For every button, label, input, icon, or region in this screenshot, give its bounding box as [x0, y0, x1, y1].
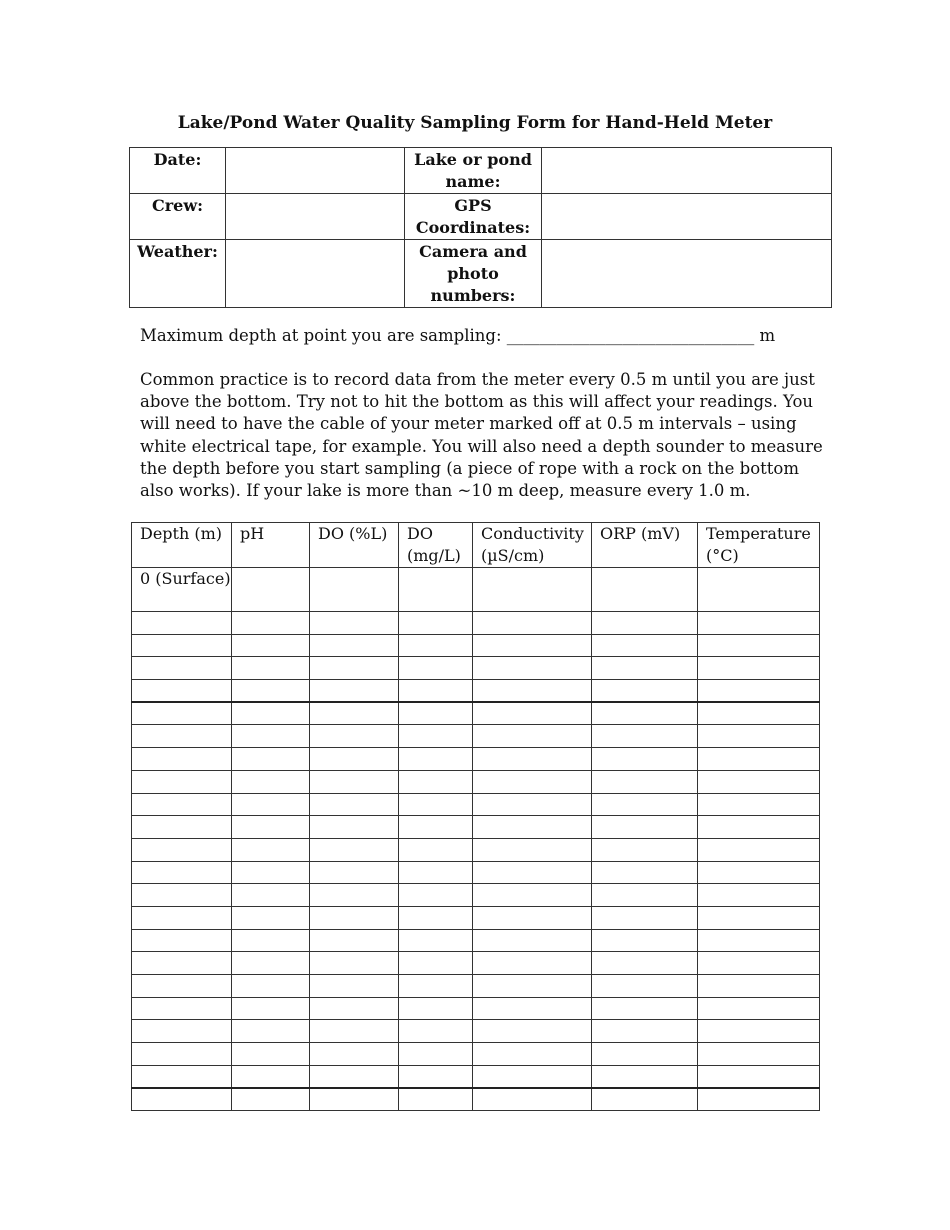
table-row: [132, 770, 820, 793]
gps-field[interactable]: [542, 194, 832, 240]
orp-cell[interactable]: [592, 612, 698, 635]
conductivity-cell[interactable]: [473, 793, 592, 816]
depth-cell[interactable]: [132, 1043, 232, 1066]
temperature-cell[interactable]: [698, 634, 820, 657]
do-mgl-cell[interactable]: [399, 702, 473, 725]
do-mgl-cell[interactable]: [399, 929, 473, 952]
ph-cell[interactable]: [232, 952, 310, 975]
ph-cell[interactable]: [232, 725, 310, 748]
table-row: [132, 929, 820, 952]
header-depth: Depth (m): [132, 523, 232, 568]
temperature-cell[interactable]: [698, 680, 820, 703]
conductivity-cell[interactable]: [473, 657, 592, 680]
ph-cell[interactable]: [232, 884, 310, 907]
depth-cell[interactable]: [132, 725, 232, 748]
temperature-cell[interactable]: [698, 612, 820, 635]
camera-label: Camera and photo numbers:: [405, 240, 542, 308]
do-mgl-cell[interactable]: [399, 1043, 473, 1066]
conductivity-cell[interactable]: [473, 1020, 592, 1043]
table-row: [132, 975, 820, 998]
table-row: [132, 861, 820, 884]
temperature-cell[interactable]: [698, 568, 820, 612]
do-percent-cell[interactable]: [310, 929, 399, 952]
ph-cell[interactable]: [232, 975, 310, 998]
table-row: [132, 1043, 820, 1066]
orp-cell[interactable]: [592, 975, 698, 998]
conductivity-cell[interactable]: [473, 1065, 592, 1088]
do-mgl-cell[interactable]: [399, 568, 473, 612]
depth-cell[interactable]: [132, 748, 232, 771]
table-row: [132, 1088, 820, 1111]
table-row: [132, 680, 820, 703]
orp-cell[interactable]: [592, 884, 698, 907]
orp-cell[interactable]: [592, 929, 698, 952]
do-percent-cell[interactable]: [310, 997, 399, 1020]
do-percent-cell[interactable]: [310, 1088, 399, 1111]
conductivity-cell[interactable]: [473, 1043, 592, 1066]
ph-cell[interactable]: [232, 929, 310, 952]
do-mgl-cell[interactable]: [399, 634, 473, 657]
temperature-cell[interactable]: [698, 793, 820, 816]
surface-row: [132, 568, 820, 612]
conductivity-cell[interactable]: [473, 568, 592, 612]
conductivity-cell[interactable]: [473, 1088, 592, 1111]
conductivity-cell[interactable]: [473, 634, 592, 657]
orp-cell[interactable]: [592, 793, 698, 816]
ph-cell[interactable]: [232, 748, 310, 771]
temperature-cell[interactable]: [698, 1065, 820, 1088]
depth-cell[interactable]: [132, 702, 232, 725]
temperature-cell[interactable]: [698, 748, 820, 771]
temperature-cell[interactable]: [698, 906, 820, 929]
orp-cell[interactable]: [592, 952, 698, 975]
table-row: [132, 997, 820, 1020]
table-row: [132, 816, 820, 839]
do-percent-cell[interactable]: [310, 1065, 399, 1088]
do-mgl-cell[interactable]: [399, 657, 473, 680]
do-mgl-cell[interactable]: [399, 816, 473, 839]
depth-cell[interactable]: [132, 1065, 232, 1088]
do-mgl-cell[interactable]: [399, 680, 473, 703]
orp-cell[interactable]: [592, 997, 698, 1020]
orp-cell[interactable]: [592, 702, 698, 725]
ph-cell[interactable]: [232, 680, 310, 703]
ph-cell[interactable]: [232, 1065, 310, 1088]
do-mgl-cell[interactable]: [399, 612, 473, 635]
ph-cell[interactable]: [232, 657, 310, 680]
orp-cell[interactable]: [592, 816, 698, 839]
table-row: [132, 702, 820, 725]
do-mgl-cell[interactable]: [399, 952, 473, 975]
do-percent-cell[interactable]: [310, 1020, 399, 1043]
lake-name-label: Lake or pond name:: [405, 148, 542, 194]
ph-cell[interactable]: [232, 997, 310, 1020]
temperature-cell[interactable]: [698, 725, 820, 748]
table-row: [132, 748, 820, 771]
weather-label: Weather:: [130, 240, 226, 308]
ph-cell[interactable]: [232, 702, 310, 725]
table-row: [132, 657, 820, 680]
conductivity-cell[interactable]: [473, 952, 592, 975]
conductivity-cell[interactable]: [473, 748, 592, 771]
do-percent-cell[interactable]: [310, 770, 399, 793]
do-mgl-cell[interactable]: [399, 906, 473, 929]
orp-cell[interactable]: [592, 861, 698, 884]
date-label: Date:: [130, 148, 226, 194]
do-percent-cell[interactable]: [310, 816, 399, 839]
do-percent-cell[interactable]: [310, 1043, 399, 1066]
temperature-cell[interactable]: [698, 861, 820, 884]
orp-cell[interactable]: [592, 770, 698, 793]
depth-cell[interactable]: [132, 997, 232, 1020]
header-do-percent: DO (%L): [310, 523, 399, 568]
header-orp: ORP (mV): [592, 523, 698, 568]
ph-cell[interactable]: [232, 1020, 310, 1043]
conductivity-cell[interactable]: [473, 816, 592, 839]
do-mgl-cell[interactable]: [399, 748, 473, 771]
depth-cell[interactable]: [132, 929, 232, 952]
ph-cell[interactable]: [232, 793, 310, 816]
conductivity-cell[interactable]: [473, 725, 592, 748]
orp-cell[interactable]: [592, 838, 698, 861]
ph-cell[interactable]: [232, 838, 310, 861]
table-row: [132, 952, 820, 975]
depth-cell[interactable]: [132, 838, 232, 861]
depth-cell[interactable]: [132, 952, 232, 975]
orp-cell[interactable]: [592, 634, 698, 657]
do-percent-cell[interactable]: [310, 612, 399, 635]
table-row: [132, 838, 820, 861]
temperature-cell[interactable]: [698, 816, 820, 839]
do-percent-cell[interactable]: [310, 748, 399, 771]
temperature-cell[interactable]: [698, 1088, 820, 1111]
do-percent-cell[interactable]: [310, 702, 399, 725]
header-conductivity: Conductivity (µS/cm): [473, 523, 592, 568]
do-mgl-cell[interactable]: [399, 1065, 473, 1088]
do-mgl-cell[interactable]: [399, 997, 473, 1020]
conductivity-cell[interactable]: [473, 975, 592, 998]
crew-label: Crew:: [130, 194, 226, 240]
ph-cell[interactable]: [232, 1088, 310, 1111]
orp-cell[interactable]: [592, 657, 698, 680]
depth-cell[interactable]: [132, 816, 232, 839]
depth-cell[interactable]: [132, 657, 232, 680]
temperature-cell[interactable]: [698, 657, 820, 680]
depth-cell[interactable]: [132, 1020, 232, 1043]
depth-cell[interactable]: [132, 770, 232, 793]
weather-field[interactable]: [226, 240, 405, 308]
do-percent-cell[interactable]: [310, 884, 399, 907]
ph-cell[interactable]: [232, 861, 310, 884]
conductivity-cell[interactable]: [473, 770, 592, 793]
table-row: [132, 884, 820, 907]
do-percent-cell[interactable]: [310, 906, 399, 929]
table-row: [132, 1020, 820, 1043]
ph-cell[interactable]: [232, 1043, 310, 1066]
do-percent-cell[interactable]: [310, 952, 399, 975]
conductivity-cell[interactable]: [473, 906, 592, 929]
conductivity-cell[interactable]: [473, 929, 592, 952]
temperature-cell[interactable]: [698, 884, 820, 907]
depth-cell[interactable]: [132, 680, 232, 703]
orp-cell[interactable]: [592, 1088, 698, 1111]
conductivity-cell[interactable]: [473, 702, 592, 725]
table-row: [132, 793, 820, 816]
orp-cell[interactable]: [592, 680, 698, 703]
header-ph: pH: [232, 523, 310, 568]
depth-cell[interactable]: [132, 884, 232, 907]
do-mgl-cell[interactable]: [399, 838, 473, 861]
orp-cell[interactable]: [592, 906, 698, 929]
conductivity-cell[interactable]: [473, 838, 592, 861]
temperature-cell[interactable]: [698, 952, 820, 975]
temperature-cell[interactable]: [698, 997, 820, 1020]
temperature-cell[interactable]: [698, 1020, 820, 1043]
do-percent-cell[interactable]: [310, 568, 399, 612]
do-percent-cell[interactable]: [310, 861, 399, 884]
do-percent-cell[interactable]: [310, 793, 399, 816]
temperature-cell[interactable]: [698, 929, 820, 952]
orp-cell[interactable]: [592, 568, 698, 612]
table-row: [132, 1065, 820, 1088]
gps-label: GPS Coordinates:: [405, 194, 542, 240]
orp-cell[interactable]: [592, 725, 698, 748]
do-mgl-cell[interactable]: [399, 884, 473, 907]
measurements-table: [131, 522, 820, 1111]
table-row: [132, 634, 820, 657]
header-temperature: Temperature (°C): [698, 523, 820, 568]
ph-cell[interactable]: [232, 816, 310, 839]
do-mgl-cell[interactable]: [399, 725, 473, 748]
depth-cell[interactable]: [132, 793, 232, 816]
header-do-mgl: DO (mg/L): [399, 523, 473, 568]
conductivity-cell[interactable]: [473, 861, 592, 884]
ph-cell[interactable]: [232, 568, 310, 612]
do-mgl-cell[interactable]: [399, 1020, 473, 1043]
do-percent-cell[interactable]: [310, 838, 399, 861]
do-percent-cell[interactable]: [310, 975, 399, 998]
conductivity-cell[interactable]: [473, 997, 592, 1020]
temperature-cell[interactable]: [698, 1043, 820, 1066]
do-percent-cell[interactable]: [310, 657, 399, 680]
orp-cell[interactable]: [592, 748, 698, 771]
conductivity-cell[interactable]: [473, 612, 592, 635]
ph-cell[interactable]: [232, 906, 310, 929]
conductivity-cell[interactable]: [473, 680, 592, 703]
lake-name-field[interactable]: [542, 148, 832, 194]
do-mgl-cell[interactable]: [399, 1088, 473, 1111]
table-row: [132, 612, 820, 635]
temperature-cell[interactable]: [698, 838, 820, 861]
header-row: [132, 523, 820, 568]
orp-cell[interactable]: [592, 1065, 698, 1088]
instructions-paragraph: Common practice is to record data from the meter every 0.5 m until you are just above the bottom. Try not to hit the bottom as this will affect your readings. You will need to have the cable of your meter marked off at 0.5 m intervals – using white electrical tape, for example. You will also need a depth sounder to measure the depth before you start sampling (a piece of rope with a rock on the bottom also works). If your lake is more than ~10 m deep, measure every 1.0 m.: [140, 370, 823, 501]
ph-cell[interactable]: [232, 612, 310, 635]
depth-cell[interactable]: [132, 1088, 232, 1111]
orp-cell[interactable]: [592, 1043, 698, 1066]
form-title: Lake/Pond Water Quality Sampling Form for Hand-Held Meter: [177, 113, 773, 133]
site-info-table: [129, 147, 832, 308]
orp-cell[interactable]: [592, 1020, 698, 1043]
do-mgl-cell[interactable]: [399, 770, 473, 793]
conductivity-cell[interactable]: [473, 884, 592, 907]
ph-cell[interactable]: [232, 634, 310, 657]
table-row: [132, 725, 820, 748]
do-mgl-cell[interactable]: [399, 975, 473, 998]
date-field[interactable]: [226, 148, 405, 194]
depth-cell[interactable]: [132, 612, 232, 635]
crew-field[interactable]: [226, 194, 405, 240]
depth-cell: 0 (Surface): [132, 568, 232, 612]
ph-cell[interactable]: [232, 770, 310, 793]
depth-cell[interactable]: [132, 861, 232, 884]
depth-cell[interactable]: [132, 906, 232, 929]
do-percent-cell[interactable]: [310, 680, 399, 703]
table-row: [132, 906, 820, 929]
temperature-cell[interactable]: [698, 975, 820, 998]
do-mgl-cell[interactable]: [399, 793, 473, 816]
depth-cell[interactable]: [132, 975, 232, 998]
do-percent-cell[interactable]: [310, 634, 399, 657]
max-depth-line: Maximum depth at point you are sampling: ______________________________ m: [140, 326, 776, 345]
temperature-cell[interactable]: [698, 770, 820, 793]
depth-cell[interactable]: [132, 634, 232, 657]
temperature-cell[interactable]: [698, 702, 820, 725]
do-mgl-cell[interactable]: [399, 861, 473, 884]
camera-field[interactable]: [542, 240, 832, 308]
do-percent-cell[interactable]: [310, 725, 399, 748]
